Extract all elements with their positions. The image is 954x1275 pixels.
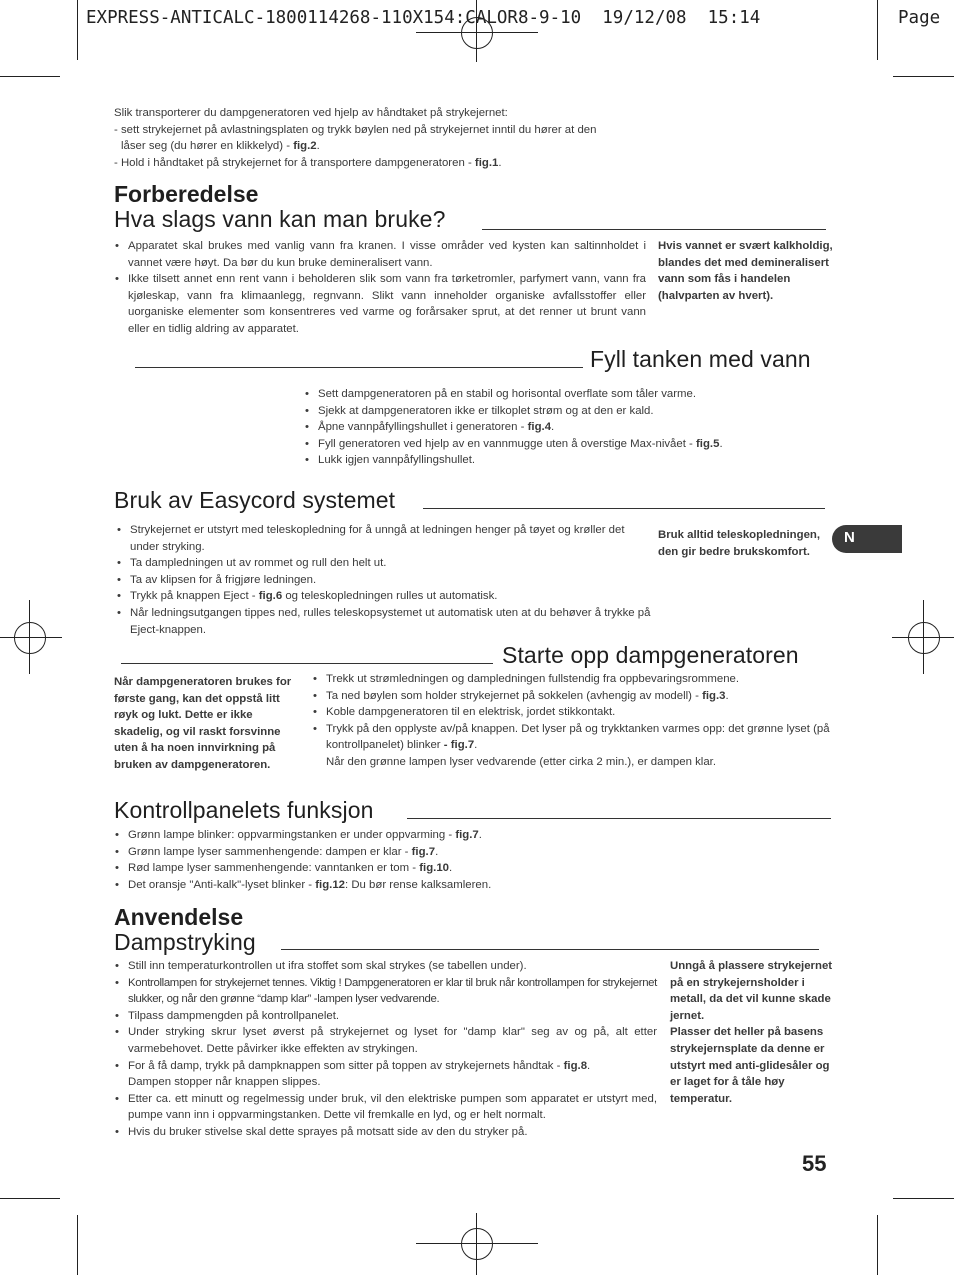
registration-mark-bottom — [461, 1228, 493, 1260]
print-slug — [86, 8, 760, 28]
registration-cross — [416, 32, 538, 33]
side-note-part: Plasser det heller på basens strykejernsplate da denne er utstyrt med anti-glidesåler og er laget for å tåle høy temperatur. — [670, 1026, 830, 1105]
side-note-dampstryking — [670, 958, 835, 1107]
item-text: Det oransje "Anti-kalk"-lyset blinker - — [128, 878, 316, 891]
item-text: : Du bør rense kalksamleren. — [345, 878, 492, 891]
side-note-vann: Hvis vannet er svært kalkholdig, blandes det med demineralisert vann som fås i handelen (halvparten av hvert). — [658, 240, 833, 302]
list-item: • Når ledningsutgangen tippes ned, rulles teleskopsystemet ut automatisk uten at du behøver å trykke på Eject-knappen. — [116, 605, 656, 638]
title-rule — [407, 818, 831, 819]
side-note-starte: Når dampgeneratoren brukes for første gang, kan det oppstå litt røyk og lukt. Dette er ikke skadelig, og vil raskt forsvinne uten å ha noen innvirkning på bruken av dampgeneratoren. — [114, 676, 292, 771]
intro-text-part: - Hold i håndtaket på strykejernet for å transportere dampgeneratoren - — [114, 156, 475, 169]
intro-text-part: låser seg (du hører en klikkelyd) - — [121, 140, 294, 153]
list-item: • Etter ca. ett minutt og regelmessig under bruk, vil den elektriske pumpen som apparatet er utstyrt med, pumpe vann inn i oppvarmingstanken. Dette vil fremkalle en lyd, og er helt normalt. — [114, 1091, 657, 1124]
slug-name: EXPRESS-ANTICALC-1800114268-110X154:CALOR8-9-10 — [86, 8, 582, 28]
title-rule — [281, 949, 819, 950]
item-text: Grønn lampe blinker: oppvarmingstanken er under oppvarming - — [128, 829, 456, 841]
fig-ref: - fig.7 — [443, 739, 475, 752]
fig-ref: fig.12 — [315, 878, 345, 891]
list-item: • Trekk ut strømledningen og dampledningen fullstendig fra oppbevaringsrommene. — [312, 671, 834, 688]
item-text: Når den grønne lampen lyser vedvarende (etter cirka 2 min.), er dampen klar. — [326, 755, 716, 768]
list-item: • Hvis du bruker stivelse skal dette sprayes på motsatt side av den du stryker på. — [114, 1124, 657, 1141]
intro-line — [114, 155, 654, 172]
item-text: Åpne vannpåfyllingshullet i generatoren - — [318, 421, 528, 434]
slug-date: 19/12/08 — [602, 8, 687, 28]
list-item — [116, 588, 656, 605]
item-text: . — [725, 689, 729, 702]
dampstryking-list — [114, 958, 657, 1141]
list-item — [312, 688, 834, 705]
fig-ref: fig.2 — [293, 140, 317, 153]
fig-ref: fig.1 — [474, 156, 499, 169]
list-item: • Ta av klipsen for å frigjøre ledningen. — [116, 572, 656, 589]
section-title-starte: Starte opp dampgeneratoren — [502, 642, 799, 668]
intro-line: - sett strykejernet på avlastningsplaten og trykk bøylen ned på strykejernet inntil du hører at den — [114, 123, 597, 136]
intro-line: Slik transporterer du dampgeneratoren ved hjelp av håndtaket på strykejernet: — [114, 107, 508, 119]
registration-cross — [476, 1213, 477, 1275]
title-rule — [482, 229, 826, 230]
item-text: Trykk på den opplyste av/på knappen. Det lyser på og trykktanken varmes opp: det grønne lyset (på kontrollpanelet) blinker — [326, 722, 830, 752]
list-item — [312, 721, 834, 771]
list-item — [114, 827, 714, 844]
section-title-forberedelse: Forberedelse — [114, 181, 259, 207]
list-item: • Still inn temperaturkontrollen ut ifra stoffet som skal strykes (se tabellen under). — [114, 958, 657, 975]
kontroll-list — [114, 827, 714, 893]
item-text: Fyll generatoren ved hjelp av en vannmugge uten å overstige Max-nivået - — [318, 437, 697, 450]
list-item: • Sjekk at dampgeneratoren ikke er tilkoplet strøm og at den er kald. — [304, 403, 774, 420]
item-text: Grønn lampe lyser sammenhengende: dampen er klar - — [128, 845, 412, 858]
list-item: • Ta dampledningen ut av rommet og rull den helt ut. — [116, 555, 656, 572]
registration-cross — [416, 1243, 538, 1244]
item-text: Ta ned bøylen som holder strykejernet på sokkelen (avhengig av modell) - — [326, 689, 703, 702]
item-text: . — [474, 739, 478, 752]
list-item: • Tilpass dampmengden på kontrollpanelet. — [114, 1008, 657, 1025]
registration-cross — [0, 637, 62, 638]
fyll-list — [304, 386, 774, 469]
item-text: . — [478, 829, 482, 841]
item-text: . — [435, 845, 439, 858]
subsection-title-dampstryking: Dampstryking — [114, 929, 256, 955]
side-note-easycord: Bruk alltid teleskopledningen, den gir bedre brukskomfort. — [658, 529, 821, 558]
fig-ref: fig.5 — [696, 437, 720, 450]
side-note-part: Unngå å plassere strykejernet på en strykejernsholder i metall, da det vil kunne skade jernet. — [670, 960, 833, 1022]
title-rule — [135, 367, 583, 368]
crop-mark — [877, 0, 878, 60]
list-item — [114, 844, 714, 861]
item-text: Rød lampe lyser sammenhengende: vanntanken er tom - — [128, 862, 420, 875]
list-item: • Koble dampgeneratoren til en elektrisk, jordet stikkontakt. — [312, 704, 834, 721]
subsection-title-vann: Hva slags vann kan man bruke? — [114, 206, 446, 232]
section-title-kontroll: Kontrollpanelets funksjon — [114, 797, 374, 823]
section-title-easycord: Bruk av Easycord systemet — [114, 487, 396, 513]
list-item: • Apparatet skal brukes med vanlig vann fra kranen. I visse områder ved kysten kan saltinnholdet i vannet være høyt. Da bør du kun bruke demineralisert vann. — [114, 238, 646, 271]
slug-page: Page — [898, 8, 941, 28]
language-tab-label: N — [844, 529, 855, 546]
item-text: . — [449, 862, 453, 875]
crop-mark — [877, 1215, 878, 1275]
registration-mark-right — [908, 622, 940, 654]
starte-list — [312, 671, 834, 771]
crop-mark — [0, 76, 60, 77]
section-title-fyll: Fyll tanken med vann — [590, 346, 811, 372]
registration-cross — [892, 637, 954, 638]
item-text: Dampen stopper når knappen slippes. — [128, 1076, 321, 1089]
fig-ref: fig.3 — [702, 689, 726, 702]
intro-text — [114, 105, 654, 171]
language-tab — [832, 525, 902, 553]
list-item: • Lukk igjen vannpåfyllingshullet. — [304, 452, 774, 469]
fig-ref: fig.8 — [563, 1059, 588, 1072]
list-item — [114, 1058, 657, 1091]
section-title-anvendelse: Anvendelse — [114, 904, 244, 930]
item-text: For å få damp, trykk på dampknappen som sitter på toppen av strykejernets håndtak - — [128, 1059, 564, 1072]
item-text: og teleskopledningen rulles ut automatisk. — [282, 590, 498, 603]
crop-mark — [77, 1215, 78, 1275]
fig-ref: fig.4 — [527, 421, 552, 434]
intro-line — [114, 138, 654, 155]
crop-mark — [893, 76, 954, 77]
list-item: • Under stryking skrur lyset øverst på strykejernet og lyset for "damp klar" seg av og på, alt etter varmebehovet. Dette påvirker ikke effekten av strykingen. — [114, 1024, 657, 1057]
list-item — [114, 860, 714, 877]
list-item: • Ikke tilsett annet enn rent vann i beholderen slik som vann fra tørketromler, parfymert vann, vann fra kjøleskap, vann fra klimaanlegg, regnvann. Slikt vann inneholder organiske avfallsstoffer eller uorganiske elementer som konsentreres ved varme og forårsaker sprut, at det renner ut brunt vann eller en tidlig aldring av apparatet. — [114, 271, 646, 337]
list-item: • Kontrollampen for strykejernet tennes. Viktig ! Dampgeneratoren er klar til bruk når kontrollampen for strykejernet slukker, og når den grønne “damp klar” -lampen lyser vedvarende. — [114, 975, 657, 1008]
list-item — [304, 419, 774, 436]
list-item: • Strykejernet er utstyrt med teleskopledning for å unngå at ledningen henger på tøyet og krøller det under stryking. — [116, 522, 656, 555]
crop-mark — [77, 0, 78, 60]
fig-ref: fig.10 — [419, 862, 450, 875]
item-text: . — [551, 421, 555, 434]
intro-text-part: . — [316, 140, 320, 153]
page-number: 55 — [802, 1151, 827, 1176]
crop-mark — [893, 1198, 954, 1199]
list-item: • Sett dampgeneratoren på en stabil og horisontal overflate som tåler varme. — [304, 386, 774, 403]
item-text: Trykk på knappen Eject - — [130, 590, 259, 603]
title-rule — [121, 663, 493, 664]
list-item — [114, 877, 714, 894]
list-item — [304, 436, 774, 453]
slug-time: 15:14 — [707, 8, 761, 28]
item-text: . — [587, 1059, 591, 1072]
fig-ref: fig.7 — [455, 829, 479, 841]
title-rule — [423, 508, 825, 509]
fig-ref: fig.6 — [258, 590, 283, 603]
registration-mark-left — [14, 622, 46, 654]
easycord-list — [116, 522, 656, 638]
crop-mark — [0, 1198, 60, 1199]
fig-ref: fig.7 — [411, 845, 436, 858]
vann-list — [114, 238, 646, 338]
intro-text-part: . — [498, 156, 502, 169]
item-text: . — [719, 437, 723, 450]
